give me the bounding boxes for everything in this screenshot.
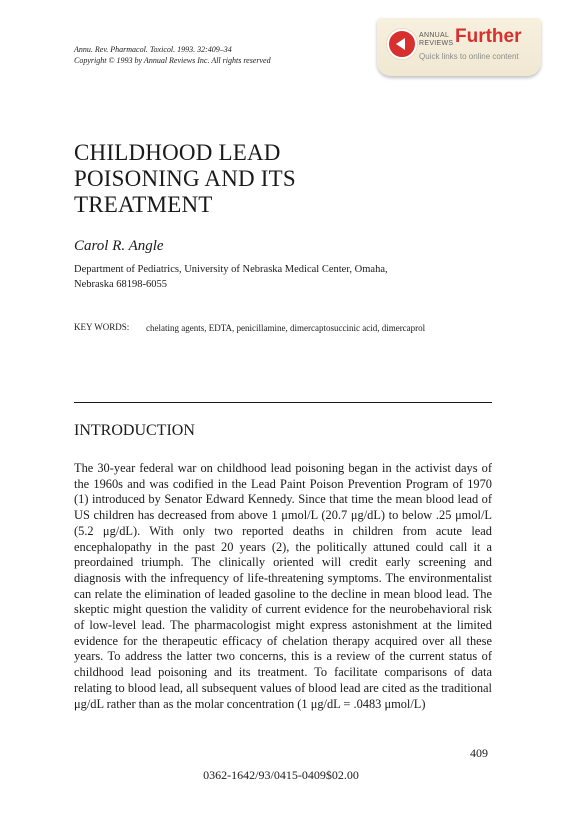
further-label: Further — [455, 26, 522, 47]
back-arrow-circle-icon — [387, 29, 417, 59]
introduction-paragraph: The 30-year federal war on childhood lead poisoning began in the activist days of the 1960s and was codified in the Lead Paint Poison Prevention Program of 1970 (1) introduced by Senator Edward Kennedy. Since that time the mean blood lead of US children has decreased from above 1 μmol/L (20.7 μg/dL) to below .25 μmol/L (5.2 μg/dL). With only two reported deaths in children from acute lead encephalopathy in the past 20 years (2), the politically attuned could call it a preordained triumph. The clinically oriented will credit early screening and diagnosis with the infrequency of life-threatening symptoms. The environmentalist can relate the elimination of leaded gasoline to the decline in mean blood lead. The skeptic might question the validity of current evidence for the neurobehavioral risk of low-level lead. The pharmacologist might express astonishment at the limited evidence for the therapeutic efficacy of chelation therapy acquired over all these years. To address the latter two concerns, this is a review of the current status of childhood lead poisoning and its treatment. To facilitate comparisons of data relating to blood lead, all subsequent values of blood lead are cited as the traditional μg/dL rather than as the molar concentration (1 μg/dL = .0483 μmol/L) — [74, 461, 492, 711]
annual-reviews-logo-text — [419, 32, 453, 48]
affiliation-line-2: Nebraska 68198-6055 — [74, 279, 168, 290]
page-number: 409 — [470, 746, 488, 760]
author-affiliation — [74, 262, 388, 292]
title-line-2: POISONING AND ITS — [74, 166, 296, 191]
reviews-label: REVIEWS — [419, 40, 454, 47]
author-name: Carol R. Angle — [74, 238, 164, 254]
copyright-line: Copyright © 1993 by Annual Reviews Inc. All rights reserved — [74, 56, 271, 65]
keywords-list: chelating agents, EDTA, penicillamine, dimercaptosuccinic acid, dimercaprol — [146, 323, 426, 333]
journal-header — [74, 44, 271, 66]
keywords-label: KEY WORDS: — [74, 322, 130, 332]
affiliation-line-1: Department of Pediatrics, University of Nebraska Medical Center, Omaha, — [74, 264, 388, 275]
title-line-1: CHILDHOOD LEAD — [74, 140, 281, 165]
title-line-3: TREATMENT — [74, 192, 213, 217]
section-divider — [74, 402, 492, 403]
footer-code: 0362-1642/93/0415-0409$02.00 — [203, 768, 359, 782]
annual-label: ANNUAL — [419, 32, 450, 39]
citation-line: Annu. Rev. Pharmacol. Toxicol. 1993. 32:409–34 — [74, 45, 232, 54]
article-title — [74, 140, 296, 218]
section-heading: INTRODUCTION — [74, 422, 195, 439]
further-tagline: Quick links to online content — [419, 52, 519, 61]
annual-reviews-further-badge[interactable] — [377, 18, 541, 76]
